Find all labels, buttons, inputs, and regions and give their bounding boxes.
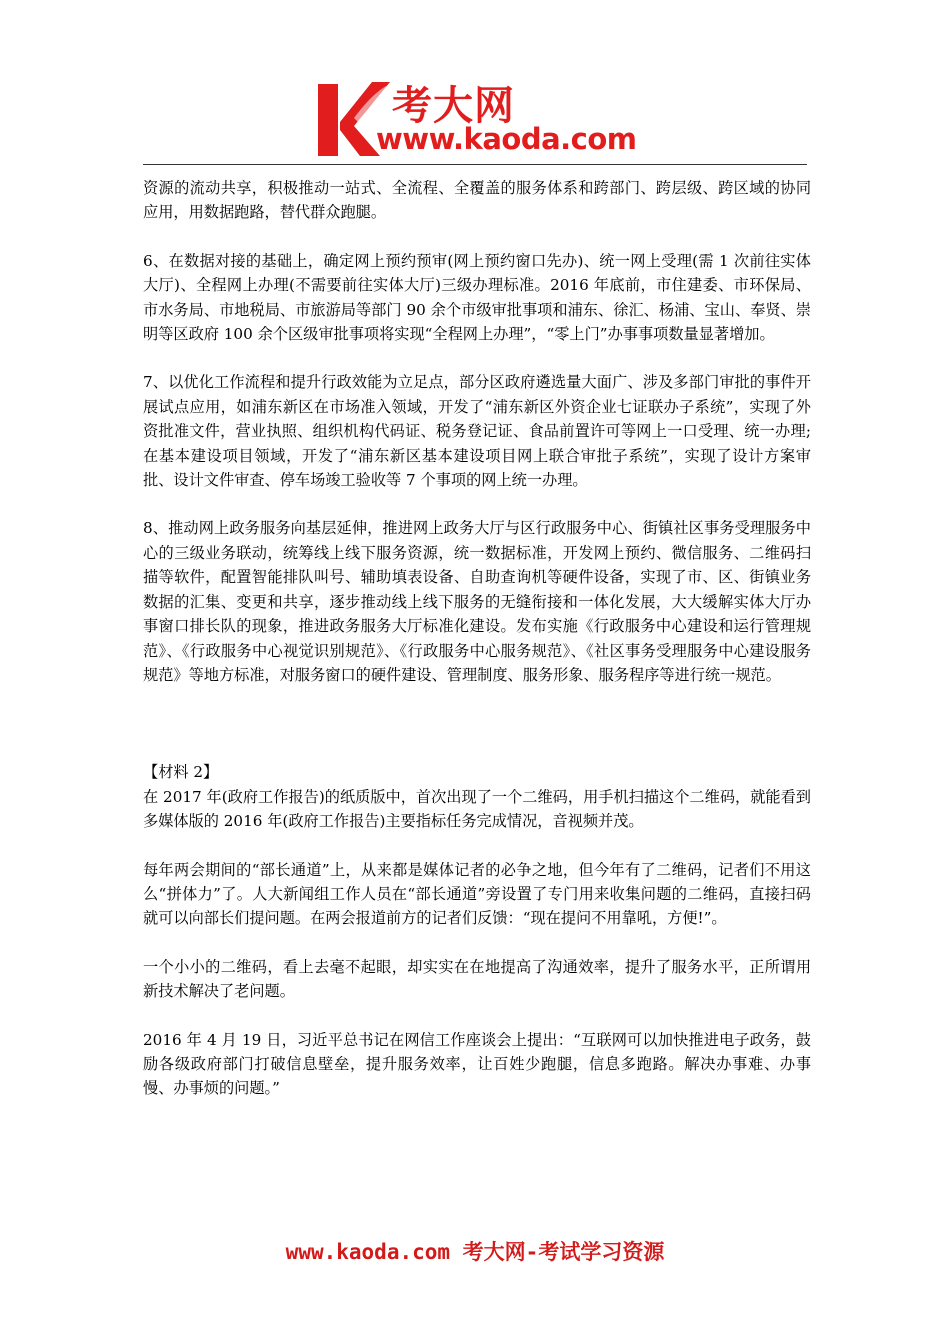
- paragraph-material-3: 一个小小的二维码，看上去毫不起眼，却实实在在地提高了沟通效率，提升了服务水平，正所谓用新技术解决了老问题。: [143, 957, 811, 1001]
- logo-title: 考大网: [392, 83, 515, 129]
- material-heading: 【材料 2】: [143, 763, 219, 782]
- paragraph-material-2: 每年两会期间的“部长通道”上，从来都是媒体记者的必争之地，但今年有了二维码，记者们不用这么“拼体力”了。人大新闻组工作人员在“部长通道”旁设置了专门用来收集问题的二维码，直接扫码就可以向部长们提问题。在两会报道前方的记者们反馈：“现在提问不用靠吼，方便!”。: [143, 860, 811, 928]
- paragraph-material-4: 2016 年 4 月 19 日，习近平总书记在网信工作座谈会上提出：“互联网可以加快推进电子政务，鼓励各级政府部门打破信息壁垒，提升服务效率，让百姓少跑腿，信息多跑路。解决办事难、办事慢、办事烦的问题。”: [143, 1030, 811, 1098]
- paragraph-1: 资源的流动共享，积极推动一站式、全流程、全覆盖的服务体系和跨部门、跨层级、跨区域的协同应用，用数据跑路，替代群众跑腿。: [143, 179, 811, 222]
- paragraph-item-8: 8、推动网上政务服务向基层延伸，推进网上政务大厅与区行政服务中心、街镇社区事务受理服务中心的三级业务联动，统筹线上线下服务资源，统一数据标准，开发网上预约、微信服务、二维码扫描等软件，配置智能排队叫号、辅助填表设备、自助查询机等硬件设备，实现了市、区、街镇业务数据的汇集、变更和共享，逐步推动线上线下服务的无缝衔接和一体化发展，大大缓解实体大厅办事窗口排长队的现象，推进政务服务大厅标准化建设。发布实施《行政服务中心建设和运行管理规范》、《行政服务中心视觉识别规范》、《行政服务中心服务规范》、《社区事务受理服务中心建设服务规范》等地方标准，对服务窗口的硬件建设、管理制度、服务形象、服务程序等进行统一规范。: [143, 519, 811, 684]
- paragraph-material-1: 在 2017 年(政府工作报告)的纸质版中，首次出现了一个二维码，用手机扫描这个二维码，就能看到多媒体版的 2016 年(政府工作报告)主要指标任务完成情况，音视频并茂。: [143, 787, 811, 831]
- paragraph-item-7: 7、以优化工作流程和提升行政效能为立足点，部分区政府遴选量大面广、涉及多部门审批的事件开展试点应用，如浦东新区在市场准入领域，开发了“浦东新区外资企业七证联办子系统”，实现了外资批准文件，营业执照、组织机构代码证、税务登记证、食品前置许可等网上一口受理、统一办理;在基本建设项目领域，开发了“浦东新区基本建设项目网上联合审批子系统”，实现了设计方案审批、设计文件审查、停车场竣工验收等 7 个事项的网上统一办理。: [143, 373, 811, 490]
- paragraph-item-6: 6、在数据对接的基础上，确定网上预约预审(网上预约窗口先办)、统一网上受理(需 1 次前往实体大厅)、全程网上办理(不需要前往实体大厅)三级办理标准。2016 年底前，市住建委、市环保局、市水务局、市地税局、市旅游局等部门 90 余个市级审批事项和浦东、徐汇、杨浦、宝山、奉贤、崇明等区政府 100 余个区级审批事项将实现“全程网上办理”，“零上门”办事事项数量显著增加。: [143, 251, 811, 344]
- kaoda-logo[interactable]: [314, 78, 644, 160]
- footer-link[interactable]: www.kaoda.com 考大网-考试学习资源: [285, 1240, 665, 1264]
- header-divider: [143, 164, 807, 165]
- article-body: [143, 176, 811, 1101]
- logo-url: www.kaoda.com: [376, 122, 637, 156]
